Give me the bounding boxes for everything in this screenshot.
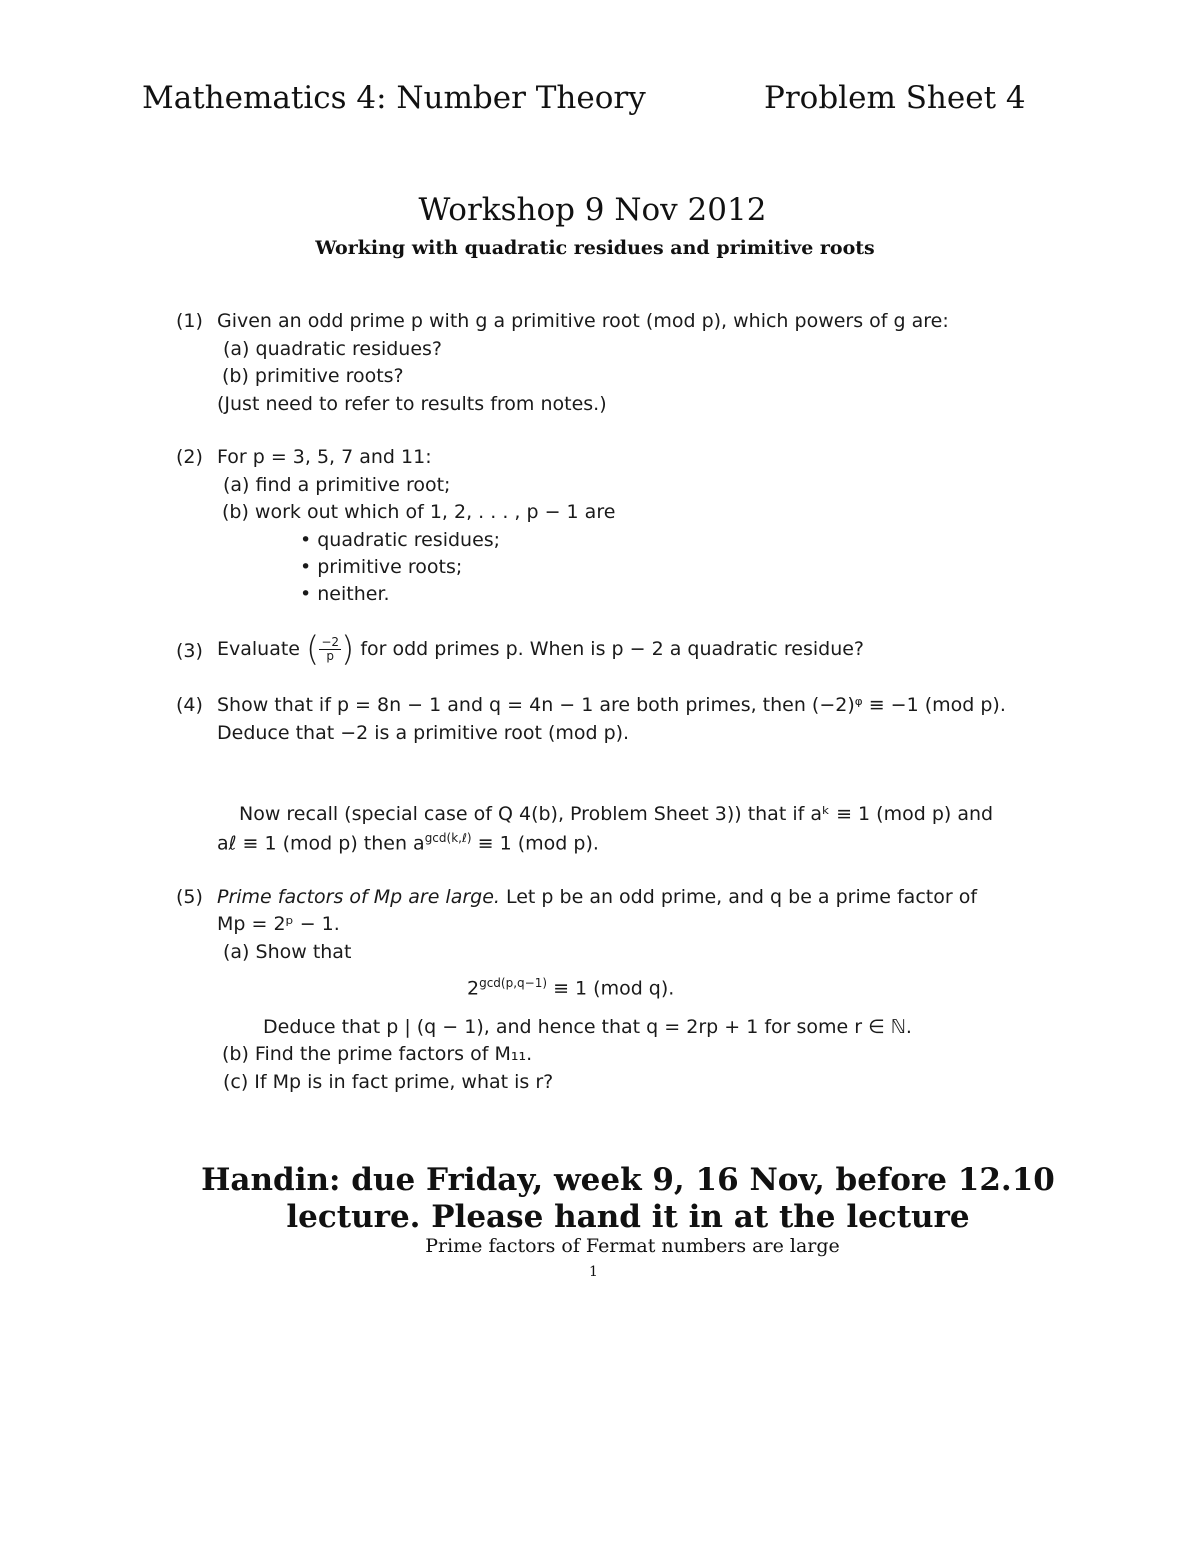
frac-denominator: p [326, 649, 334, 663]
q5-title: Prime factors of Mp are large. [217, 886, 500, 908]
q4-line-1: Show that if p = 8n − 1 and q = 4n − 1 are both primes, then (−2)ᵠ ≡ −1 (mod p). [217, 694, 1006, 716]
course-title: Mathematics 4: Number Theory [142, 80, 646, 116]
q3-post: for odd primes p. When is p − 2 a quadratic residue? [360, 638, 865, 660]
q2-part-b: (b) work out which of 1, 2, . . . , p − 1 are [222, 501, 616, 523]
bullet-text: primitive roots; [317, 556, 463, 578]
q1-part-b: (b) primitive roots? [222, 365, 404, 387]
q4-number: (4) [176, 694, 203, 716]
q3-text [217, 628, 864, 671]
bullet-text: quadratic residues; [317, 529, 501, 551]
q1-number: (1) [176, 310, 203, 332]
q2-bullet-1: • quadratic residues; [300, 529, 501, 551]
q3-pre: Evaluate [217, 638, 300, 660]
frac-numerator: −2 [321, 635, 340, 649]
workshop-title: Workshop 9 Nov 2012 [418, 192, 767, 228]
right-paren: ) [341, 629, 355, 670]
q2-bullet-2: • primitive roots; [300, 556, 463, 578]
q3-number: (3) [176, 640, 203, 662]
legendre-symbol [319, 636, 341, 663]
q1-note: (Just need to refer to results from notes.) [217, 393, 607, 415]
q2-bullet-3: • neither. [300, 583, 390, 605]
workshop-subtitle: Working with quadratic residues and primitive roots [315, 237, 875, 259]
handin-line-1: Handin: due Friday, week 9, 16 Nov, before 12.10 [201, 1162, 1055, 1198]
fermat-note: Prime factors of Fermat numbers are large [425, 1235, 840, 1257]
eq-exponent: gcd(p,q−1) [479, 976, 548, 990]
q5-text: Let p be an odd prime, and q be a prime factor of [499, 886, 978, 908]
page-number: 1 [589, 1264, 598, 1280]
bullet-text: neither. [317, 583, 390, 605]
left-paren: ( [306, 629, 320, 670]
q5-line-1 [217, 886, 977, 908]
q5-number: (5) [176, 886, 203, 908]
sheet-title: Problem Sheet 4 [764, 80, 1026, 116]
q1-part-a: (a) quadratic residues? [223, 338, 443, 360]
q2-text: For p = 3, 5, 7 and 11: [217, 446, 432, 468]
recall-line-1: Now recall (special case of Q 4(b), Problem Sheet 3)) that if aᵏ ≡ 1 (mod p) and [239, 803, 994, 825]
recall-line-2 [217, 831, 599, 854]
q5-deduce: Deduce that p | (q − 1), and hence that q = 2rp + 1 for some r ∈ ℕ. [263, 1016, 912, 1038]
recall-line-2-text: aℓ ≡ 1 (mod p) then a [217, 832, 425, 855]
recall-exponent: gcd(k,ℓ) [424, 831, 472, 845]
q2-part-a: (a) find a primitive root; [223, 474, 451, 496]
q5-part-c: (c) If Mp is in fact prime, what is r? [223, 1071, 554, 1093]
q4-line-2: Deduce that −2 is a primitive root (mod p). [217, 722, 630, 744]
q2-number: (2) [176, 446, 203, 468]
recall-line-2-end: ≡ 1 (mod p). [471, 832, 599, 855]
eq-rest: ≡ 1 (mod q). [547, 977, 675, 1000]
eq-base: 2 [467, 977, 480, 1000]
q1-text: Given an odd prime p with g a primitive root (mod p), which powers of g are: [217, 310, 949, 332]
handin-line-2: lecture. Please hand it in at the lecture [286, 1199, 970, 1235]
q5-equation [467, 976, 674, 999]
q5-part-b: (b) Find the prime factors of M₁₁. [222, 1043, 533, 1065]
q5-part-a: (a) Show that [223, 941, 352, 963]
q5-line-2: Mp = 2ᵖ − 1. [217, 913, 340, 935]
